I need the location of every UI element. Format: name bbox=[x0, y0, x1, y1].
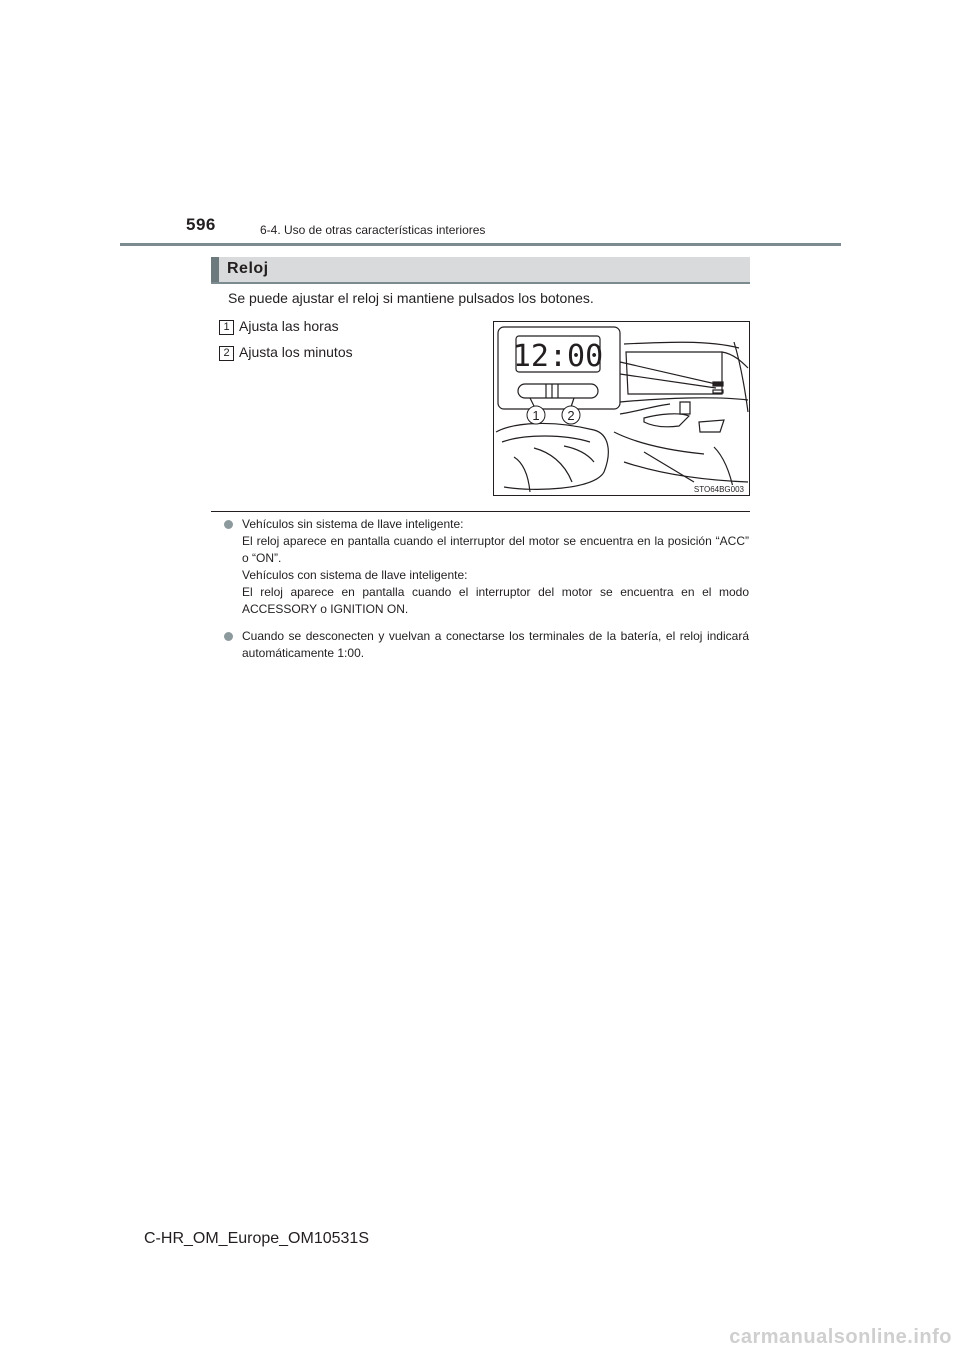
note-line: El reloj aparece en pantalla cuando el interruptor del motor se encuentra en el modo ACCESSORY o IGNITION ON. bbox=[242, 585, 749, 616]
note-line: Vehículos sin sistema de llave inteligente: bbox=[242, 517, 464, 531]
clock-illustration bbox=[493, 321, 750, 496]
header-rule bbox=[120, 243, 841, 246]
callout-label-1: 1 bbox=[532, 408, 540, 423]
note-item bbox=[224, 516, 749, 618]
note-item bbox=[224, 628, 749, 662]
footer-code: C-HR_OM_Europe_OM10531S bbox=[144, 1230, 369, 1247]
note-line: Cuando se desconecten y vuelvan a conectarse los terminales de la batería, el reloj indicará automáticamente 1:00. bbox=[242, 629, 749, 660]
section-accent bbox=[211, 257, 219, 282]
notes-divider bbox=[211, 511, 750, 512]
note-line: El reloj aparece en pantalla cuando el interruptor del motor se encuentra en la posición “ACC” o “ON”. bbox=[242, 534, 749, 565]
step-1 bbox=[219, 318, 339, 336]
section-heading bbox=[211, 257, 750, 284]
clock-digits: 12:00 bbox=[512, 339, 604, 374]
step-2 bbox=[219, 344, 353, 362]
step-label: Ajusta los minutos bbox=[239, 344, 353, 360]
step-number: 1 bbox=[219, 320, 234, 335]
bullet-icon bbox=[224, 632, 233, 641]
watermark: carmanualsonline.info bbox=[729, 1326, 952, 1348]
chapter-header: 6-4. Uso de otras características interiores bbox=[260, 223, 486, 237]
page-number: 596 bbox=[186, 215, 216, 234]
step-number: 2 bbox=[219, 346, 234, 361]
bullet-icon bbox=[224, 520, 233, 529]
step-label: Ajusta las horas bbox=[239, 318, 339, 334]
figure-code: STO64BG003 bbox=[693, 485, 744, 494]
note-line: Vehículos con sistema de llave inteligente: bbox=[242, 568, 468, 582]
section-title: Reloj bbox=[227, 260, 269, 277]
dashboard-drawing bbox=[494, 322, 749, 495]
callout-label-2: 2 bbox=[567, 408, 575, 423]
intro-text: Se puede ajustar el reloj si mantiene pulsados los botones. bbox=[228, 290, 594, 306]
